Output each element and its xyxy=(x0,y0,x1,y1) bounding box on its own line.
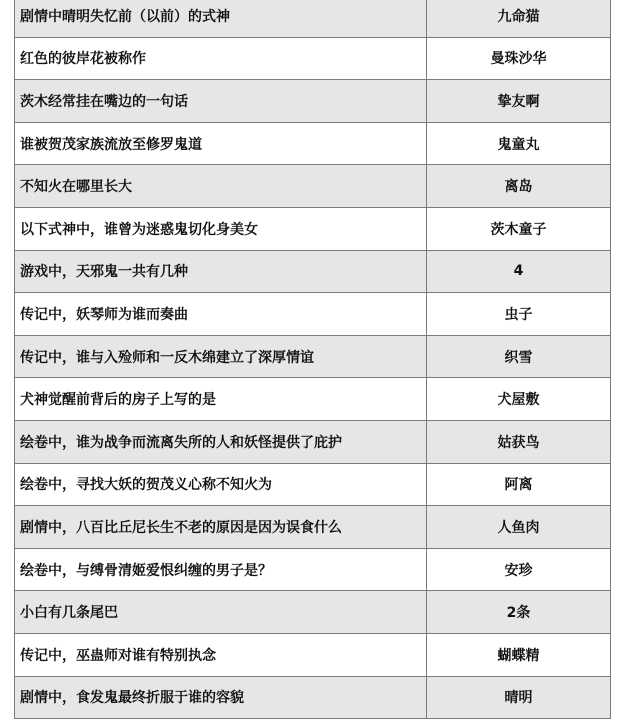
question-cell: 小白有几条尾巴 xyxy=(15,591,427,634)
question-cell: 不知火在哪里长大 xyxy=(15,165,427,208)
question-cell: 传记中，巫蛊师对谁有特别执念 xyxy=(15,633,427,676)
answer-cell: 蝴蝶精 xyxy=(427,633,611,676)
table-row xyxy=(15,293,611,336)
answer-cell: 2条 xyxy=(427,591,611,634)
question-cell: 以下式神中，谁曾为迷惑鬼切化身美女 xyxy=(15,207,427,250)
question-cell: 剧情中晴明失忆前（以前）的式神 xyxy=(15,0,427,37)
table-row xyxy=(15,122,611,165)
answer-cell: 曼珠沙华 xyxy=(427,37,611,80)
table-row xyxy=(15,335,611,378)
table-row xyxy=(15,591,611,634)
answer-cell: 犬屋敷 xyxy=(427,378,611,421)
question-cell: 谁被贺茂家族流放至修罗鬼道 xyxy=(15,122,427,165)
answer-cell: 九命猫 xyxy=(427,0,611,37)
table-row xyxy=(15,207,611,250)
table-row xyxy=(15,463,611,506)
table-row xyxy=(15,250,611,293)
qa-table-body xyxy=(15,0,611,719)
question-cell: 绘卷中，寻找大妖的贺茂义心称不知火为 xyxy=(15,463,427,506)
answer-cell: 虫子 xyxy=(427,293,611,336)
answer-cell: 茨木童子 xyxy=(427,207,611,250)
answer-cell: 4 xyxy=(427,250,611,293)
question-cell: 绘卷中，与缚骨清姬爱恨纠缠的男子是？ xyxy=(15,548,427,591)
question-cell: 茨木经常挂在嘴边的一句话 xyxy=(15,80,427,123)
table-row xyxy=(15,420,611,463)
table-row xyxy=(15,0,611,37)
answer-cell: 挚友啊 xyxy=(427,80,611,123)
question-cell: 绘卷中，谁为战争而流离失所的人和妖怪提供了庇护 xyxy=(15,420,427,463)
answer-cell: 人鱼肉 xyxy=(427,506,611,549)
answer-cell: 安珍 xyxy=(427,548,611,591)
question-cell: 游戏中，天邪鬼一共有几种 xyxy=(15,250,427,293)
table-row xyxy=(15,633,611,676)
answer-cell: 离岛 xyxy=(427,165,611,208)
table-row xyxy=(15,37,611,80)
table-row xyxy=(15,676,611,719)
question-cell: 传记中，谁与入殓师和一反木绵建立了深厚情谊 xyxy=(15,335,427,378)
question-cell: 红色的彼岸花被称作 xyxy=(15,37,427,80)
answer-cell: 织雪 xyxy=(427,335,611,378)
table-row xyxy=(15,165,611,208)
answer-cell: 晴明 xyxy=(427,676,611,719)
table-row xyxy=(15,378,611,421)
question-cell: 犬神觉醒前背后的房子上写的是 xyxy=(15,378,427,421)
answer-cell: 阿离 xyxy=(427,463,611,506)
answer-cell: 鬼童丸 xyxy=(427,122,611,165)
question-cell: 传记中，妖琴师为谁而奏曲 xyxy=(15,293,427,336)
table-row xyxy=(15,80,611,123)
qa-table xyxy=(14,0,611,719)
table-row xyxy=(15,506,611,549)
answer-cell: 姑获鸟 xyxy=(427,420,611,463)
question-cell: 剧情中，八百比丘尼长生不老的原因是因为误食什么 xyxy=(15,506,427,549)
table-row xyxy=(15,548,611,591)
question-cell: 剧情中，食发鬼最终折服于谁的容貌 xyxy=(15,676,427,719)
